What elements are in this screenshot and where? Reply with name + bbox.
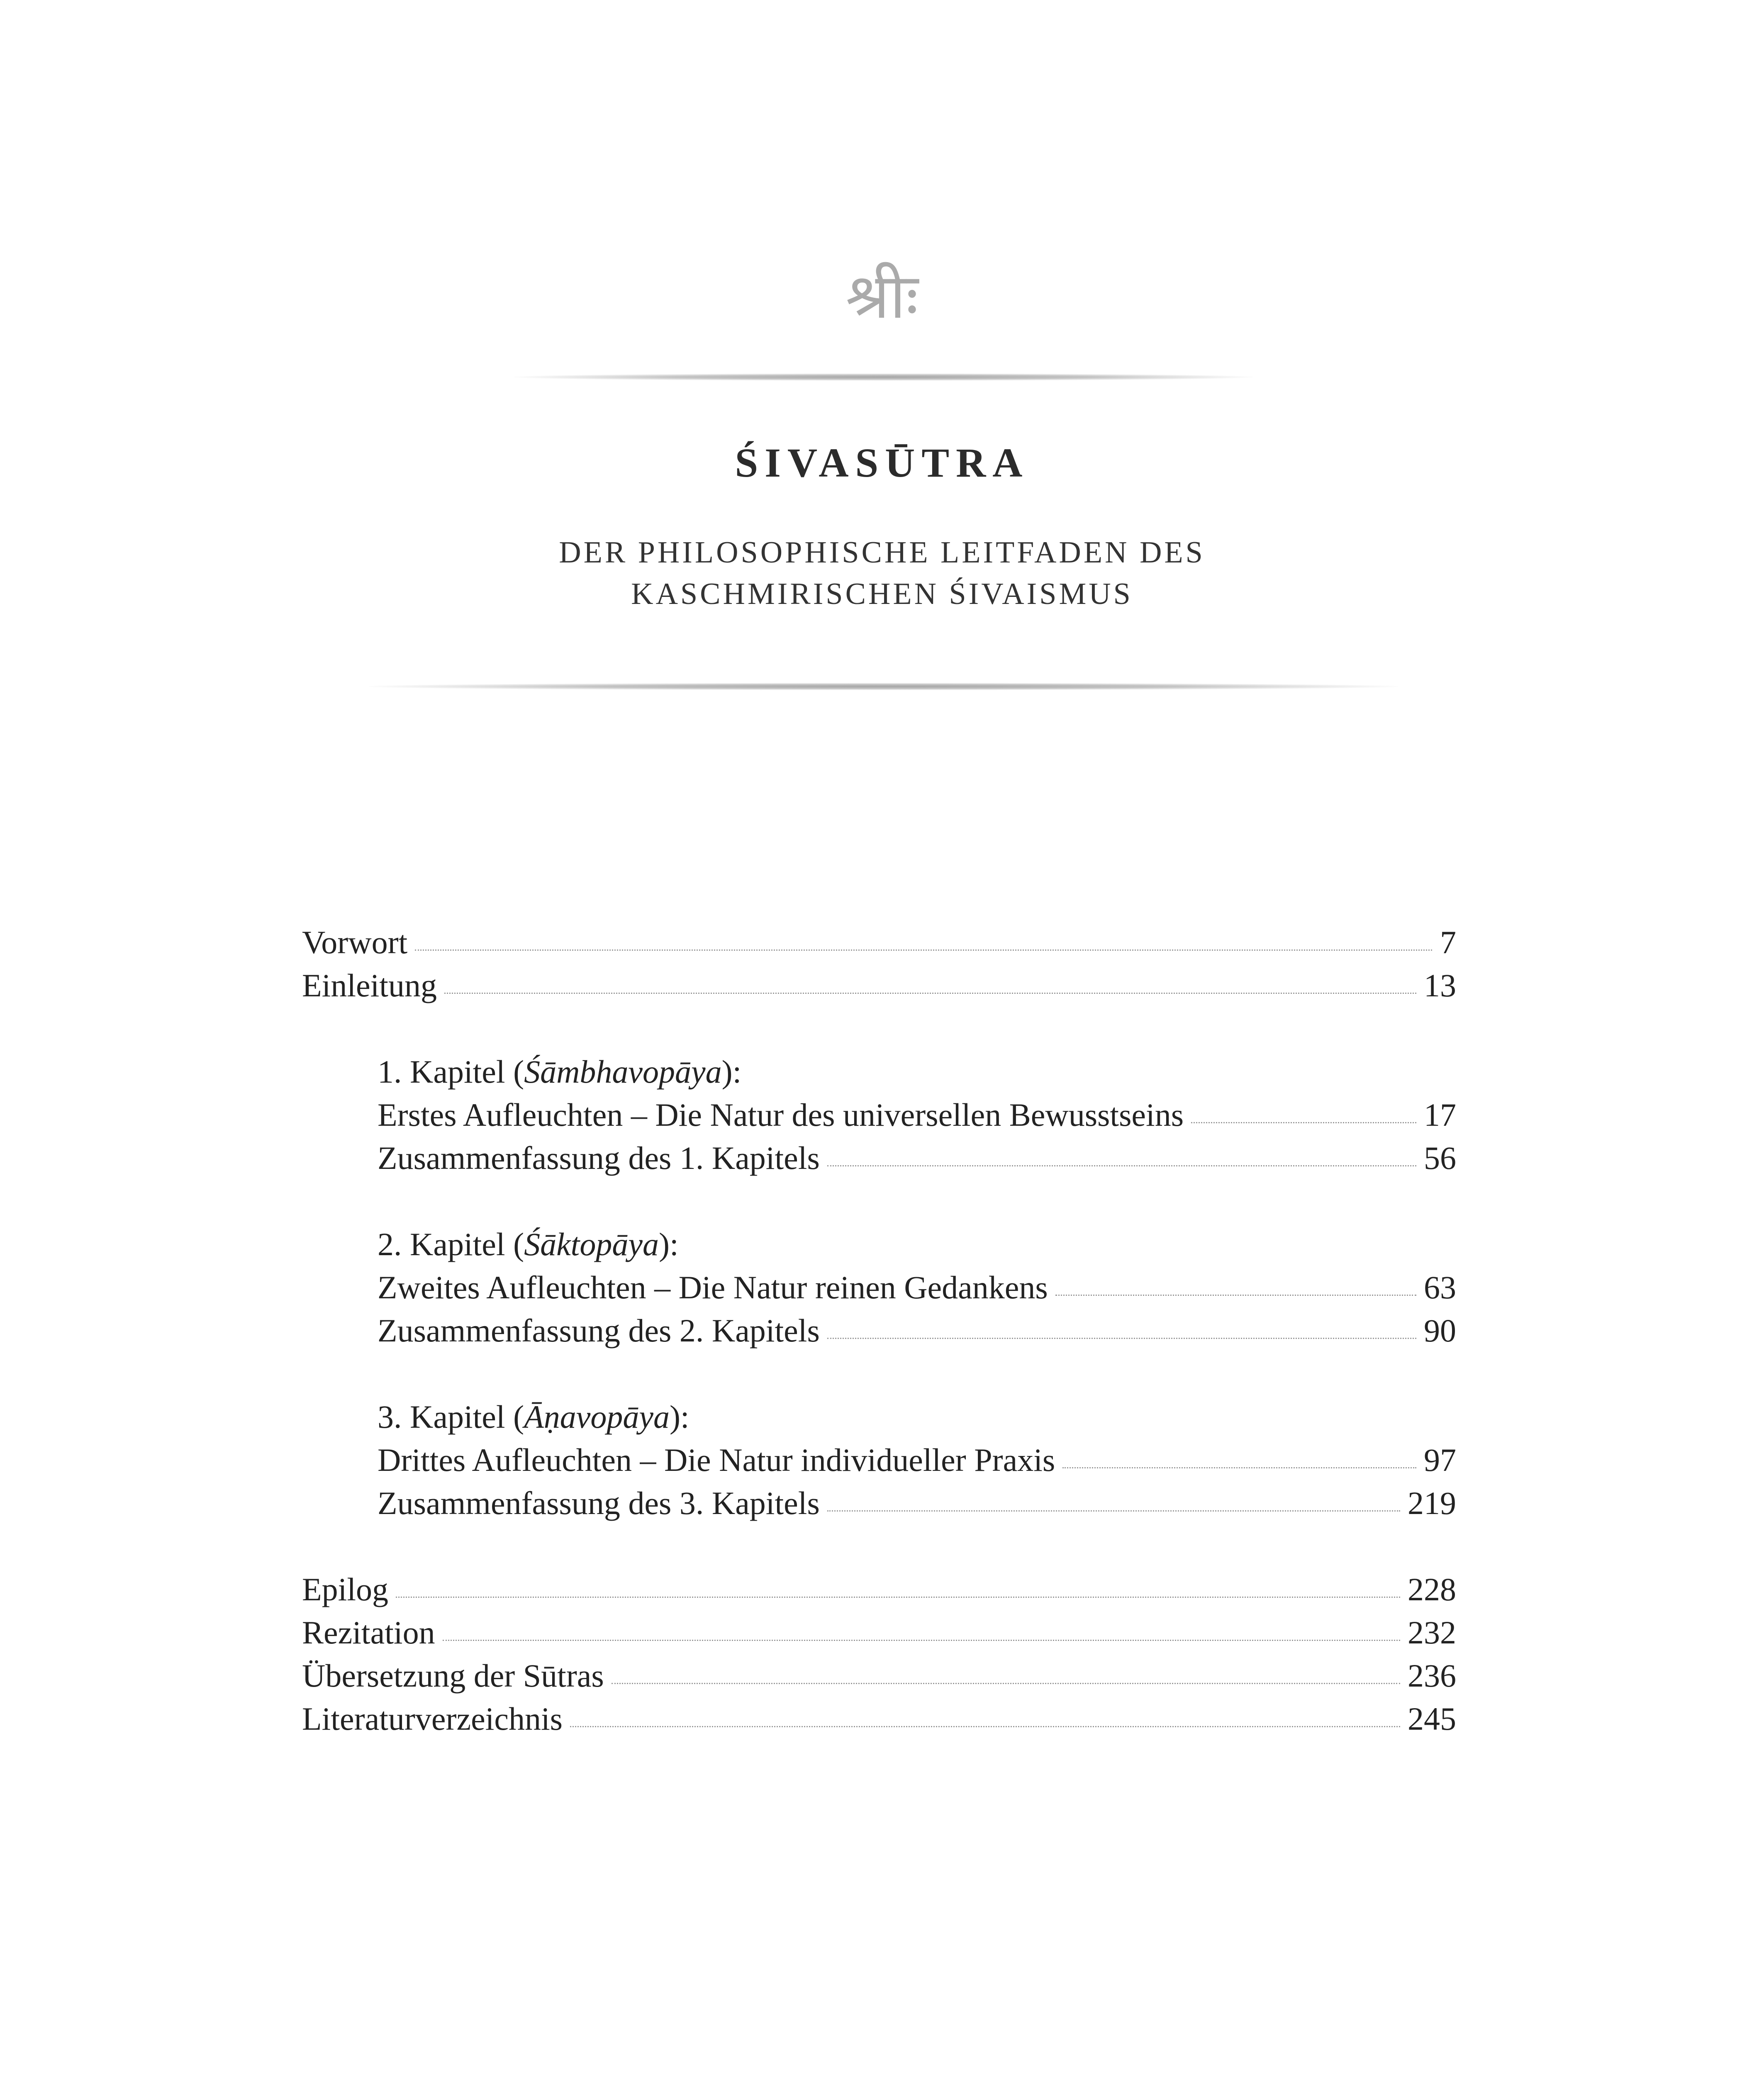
toc-leader-dots xyxy=(415,949,1432,951)
toc-chapter-1-heading xyxy=(302,1050,1456,1093)
toc-entry-label: Übersetzung der Sūtras xyxy=(302,1658,604,1694)
toc-entry-label: Rezitation xyxy=(302,1614,435,1650)
table-of-contents xyxy=(302,921,1456,1741)
toc-entry-chapter-3-summary[interactable] xyxy=(302,1482,1456,1525)
toc-leader-dots xyxy=(1191,1122,1416,1123)
toc-leader-dots xyxy=(827,1510,1400,1512)
toc-entry-chapter-1-main[interactable] xyxy=(302,1093,1456,1137)
toc-entry-einleitung[interactable] xyxy=(302,964,1456,1007)
toc-leader-dots xyxy=(827,1338,1416,1339)
sanskrit-term: Āṇavopāya xyxy=(524,1399,670,1435)
toc-entry-chapter-2-main[interactable] xyxy=(302,1266,1456,1309)
toc-entry-label: Zusammenfassung des 3. Kapitels xyxy=(378,1485,820,1521)
book-title: ŚIVASŪTRA xyxy=(735,440,1029,486)
toc-entry-label: Zusammenfassung des 1. Kapitels xyxy=(378,1140,820,1176)
toc-entry-chapter-3-main[interactable] xyxy=(302,1439,1456,1482)
toc-chapter-heading: 1. Kapitel (Śāmbhavopāya): xyxy=(378,1054,742,1090)
shri-symbol: श्रीः xyxy=(845,260,919,333)
toc-entry-rezitation[interactable] xyxy=(302,1611,1456,1654)
toc-entry-page: 13 xyxy=(1424,967,1456,1003)
book-subtitle-line-2: KASCHMIRISCHEN ŚIVAISMUS xyxy=(631,577,1133,611)
toc-entry-chapter-1-summary[interactable] xyxy=(302,1137,1456,1180)
toc-leader-dots xyxy=(827,1165,1416,1166)
toc-leader-dots xyxy=(570,1726,1400,1727)
toc-entry-label: Vorwort xyxy=(302,924,408,960)
toc-entry-label: Erstes Aufleuchten – Die Natur des universellen Bewusstseins xyxy=(378,1097,1184,1133)
toc-leader-dots xyxy=(396,1597,1400,1598)
toc-leader-dots xyxy=(444,993,1416,994)
toc-entry-vorwort[interactable] xyxy=(302,921,1456,964)
toc-entry-label: Einleitung xyxy=(302,967,437,1003)
toc-entry-label: Zusammenfassung des 2. Kapitels xyxy=(378,1312,820,1349)
toc-entry-page: 90 xyxy=(1424,1312,1456,1349)
toc-entry-label: Drittes Aufleuchten – Die Natur individueller Praxis xyxy=(378,1442,1055,1478)
toc-entry-label: Literaturverzeichnis xyxy=(302,1701,563,1737)
toc-entry-epilog[interactable] xyxy=(302,1568,1456,1611)
toc-entry-chapter-2-summary[interactable] xyxy=(302,1309,1456,1352)
toc-entry-page: 228 xyxy=(1408,1571,1456,1607)
toc-chapter-heading: 2. Kapitel (Śāktopāya): xyxy=(378,1226,679,1262)
toc-chapter-2-heading xyxy=(302,1223,1456,1266)
toc-entry-page: 7 xyxy=(1440,924,1456,960)
toc-leader-dots xyxy=(612,1683,1400,1684)
toc-entry-page: 232 xyxy=(1408,1614,1456,1650)
toc-chapter-heading: 3. Kapitel (Āṇavopāya): xyxy=(378,1399,690,1435)
toc-entry-page: 236 xyxy=(1408,1658,1456,1694)
top-divider xyxy=(514,373,1253,381)
toc-leader-dots xyxy=(1062,1467,1416,1468)
toc-leader-dots xyxy=(443,1640,1400,1641)
toc-leader-dots xyxy=(1055,1295,1416,1296)
toc-entry-page: 56 xyxy=(1424,1140,1456,1176)
bottom-divider xyxy=(369,683,1398,690)
toc-entry-label: Zweites Aufleuchten – Die Natur reinen Gedankens xyxy=(378,1269,1048,1305)
toc-chapter-3-heading xyxy=(302,1395,1456,1439)
book-subtitle-line-1: DER PHILOSOPHISCHE LEITFADEN DES xyxy=(559,536,1205,570)
toc-entry-page: 219 xyxy=(1408,1485,1456,1521)
toc-entry-page: 63 xyxy=(1424,1269,1456,1305)
toc-entry-label: Epilog xyxy=(302,1571,388,1607)
toc-entry-uebersetzung[interactable] xyxy=(302,1654,1456,1697)
toc-entry-page: 17 xyxy=(1424,1097,1456,1133)
sanskrit-term: Śāktopāya xyxy=(524,1226,659,1262)
toc-entry-page: 97 xyxy=(1424,1442,1456,1478)
toc-entry-literaturverzeichnis[interactable] xyxy=(302,1697,1456,1741)
toc-entry-page: 245 xyxy=(1408,1701,1456,1737)
sanskrit-term: Śāmbhavopāya xyxy=(524,1054,722,1090)
